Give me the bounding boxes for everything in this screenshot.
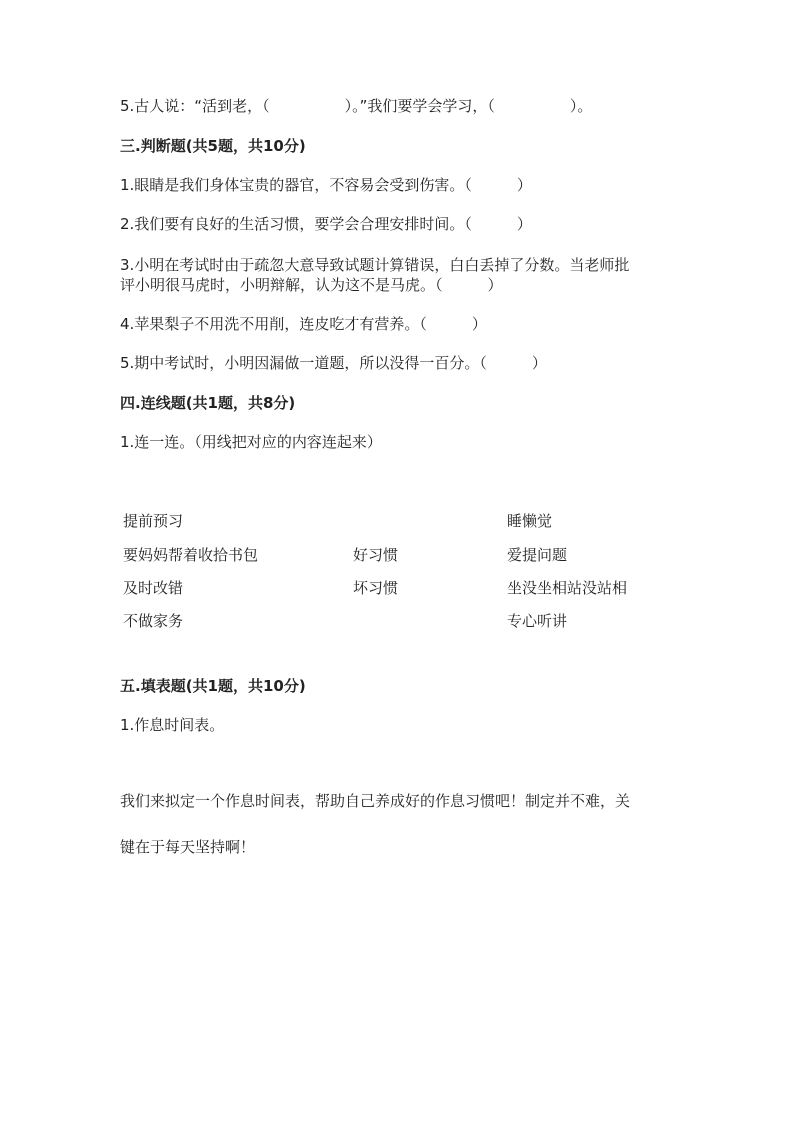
instruction-paragraph-line1: 我们来拟定一个作息时间表，帮助自己养成好的作息习惯吧！制定并不难，关 bbox=[120, 792, 631, 810]
question-true-false-4: 4.苹果梨子不用洗不用削，连皮吃才有营养。（ ） bbox=[120, 315, 487, 333]
matching-right-item: 坐没坐相站没站相 bbox=[507, 579, 628, 597]
matching-right-item: 专心听讲 bbox=[507, 612, 568, 630]
question-true-false-5: 5.期中考试时，小明因漏做一道题，所以没得一百分。（ ） bbox=[120, 354, 547, 372]
matching-left-item: 提前预习 bbox=[123, 512, 184, 530]
section-heading-matching: 四.连线题(共1题，共8分) bbox=[120, 394, 296, 412]
question-true-false-1: 1.眼睛是我们身体宝贵的器官，不容易会受到伤害。（ ） bbox=[120, 176, 532, 194]
question-true-false-3-line2: 评小明很马虎时，小明辩解，认为这不是马虎。（ ） bbox=[120, 276, 503, 294]
matching-middle-item: 坏习惯 bbox=[353, 579, 399, 597]
matching-left-item: 要妈妈帮着收拾书包 bbox=[123, 546, 259, 564]
section-heading-fill-table: 五.填表题(共1题，共10分) bbox=[120, 677, 306, 695]
question-matching-1: 1.连一连。（用线把对应的内容连起来） bbox=[120, 433, 382, 451]
question-fill-table-1: 1.作息时间表。 bbox=[120, 716, 225, 734]
matching-left-item: 不做家务 bbox=[123, 612, 184, 630]
instruction-paragraph-line2: 键在于每天坚持啊！ bbox=[120, 838, 256, 856]
matching-middle-item: 好习惯 bbox=[353, 546, 399, 564]
question-true-false-3-line1: 3.小明在考试时由于疏忽大意导致试题计算错误，白白丢掉了分数。当老师批 bbox=[120, 256, 630, 274]
matching-right-item: 爱提问题 bbox=[507, 546, 568, 564]
matching-right-item: 睡懒觉 bbox=[507, 512, 553, 530]
matching-left-item: 及时改错 bbox=[123, 579, 184, 597]
question-fill-blank-5: 5.古人说：“活到老，（ ）。”我们要学会学习，（ ）。 bbox=[120, 97, 593, 115]
section-heading-true-false: 三.判断题(共5题，共10分) bbox=[120, 137, 306, 155]
question-true-false-2: 2.我们要有良好的生活习惯，要学会合理安排时间。（ ） bbox=[120, 215, 532, 233]
